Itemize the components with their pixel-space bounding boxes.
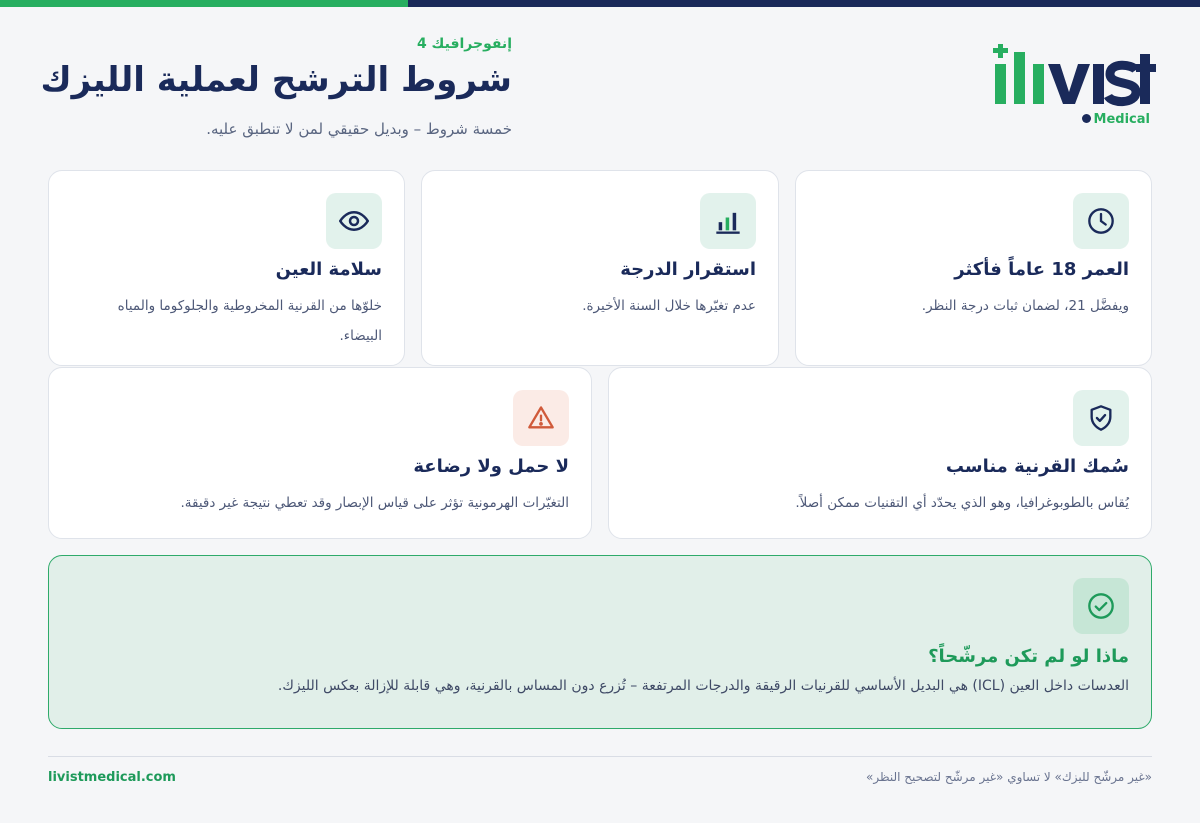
card-text: خلوّها من القرنية المخروطية والجلوكوما والمياه البيضاء. bbox=[117, 298, 382, 344]
card-title: سلامة العين bbox=[275, 259, 382, 280]
card-text: يُقاس بالطوبوغرافيا، وهو الذي يحدّد أي التقنيات ممكن أصلاً. bbox=[795, 495, 1129, 511]
logo-subtitle: Medical bbox=[1093, 112, 1150, 127]
warning-icon bbox=[513, 390, 569, 446]
card-text: التغيّرات الهرمونية تؤثر على قياس الإبصار وقد تعطي نتيجة غير دقيقة. bbox=[180, 495, 569, 511]
top-accent-bar bbox=[0, 0, 1200, 7]
card-pregnancy bbox=[48, 367, 592, 539]
bar-chart-icon bbox=[700, 193, 756, 249]
page-subtitle: خمسة شروط – وبديل حقيقي لمن لا تنطبق عليه. bbox=[206, 120, 512, 138]
page-title: شروط الترشح لعملية الليزك bbox=[40, 60, 512, 100]
alternative-title: ماذا لو لم تكن مرشّحاً؟ bbox=[928, 646, 1129, 667]
livist-logo bbox=[990, 42, 1160, 132]
card-title: سُمك القرنية مناسب bbox=[945, 456, 1129, 477]
card-age bbox=[795, 170, 1152, 366]
card-title: استقرار الدرجة bbox=[620, 259, 756, 280]
alternative-box bbox=[48, 555, 1152, 729]
card-text: عدم تغيّرها خلال السنة الأخيرة. bbox=[582, 298, 756, 314]
eye-icon bbox=[326, 193, 382, 249]
alternative-text: العدسات داخل العين (ICL) هي البديل الأساسي للقرنيات الرقيقة والدرجات المرتفعة – تُزرع دون المساس بالقرنية، وهي قابلة للإزالة بعكس الليزك. bbox=[277, 678, 1129, 694]
card-eye-health bbox=[48, 170, 405, 366]
clock-icon bbox=[1073, 193, 1129, 249]
card-text: ويفضَّل 21، لضمان ثبات درجة النظر. bbox=[921, 298, 1129, 314]
website-link[interactable]: livistmedical.com bbox=[48, 770, 176, 785]
check-circle-icon bbox=[1073, 578, 1129, 634]
logo-dot bbox=[1082, 114, 1091, 123]
footer-note: «غير مرشّح لليزك» لا تساوي «غير مرشّح لتصحيح النظر» bbox=[866, 770, 1152, 784]
card-title: العمر 18 عاماً فأكثر bbox=[954, 259, 1129, 280]
footer-divider bbox=[48, 756, 1152, 757]
card-title: لا حمل ولا رضاعة bbox=[413, 456, 569, 477]
kicker-label: إنفوجرافيك 4 bbox=[416, 36, 512, 52]
card-stability bbox=[421, 170, 779, 366]
shield-check-icon bbox=[1073, 390, 1129, 446]
card-cornea-thickness bbox=[608, 367, 1152, 539]
